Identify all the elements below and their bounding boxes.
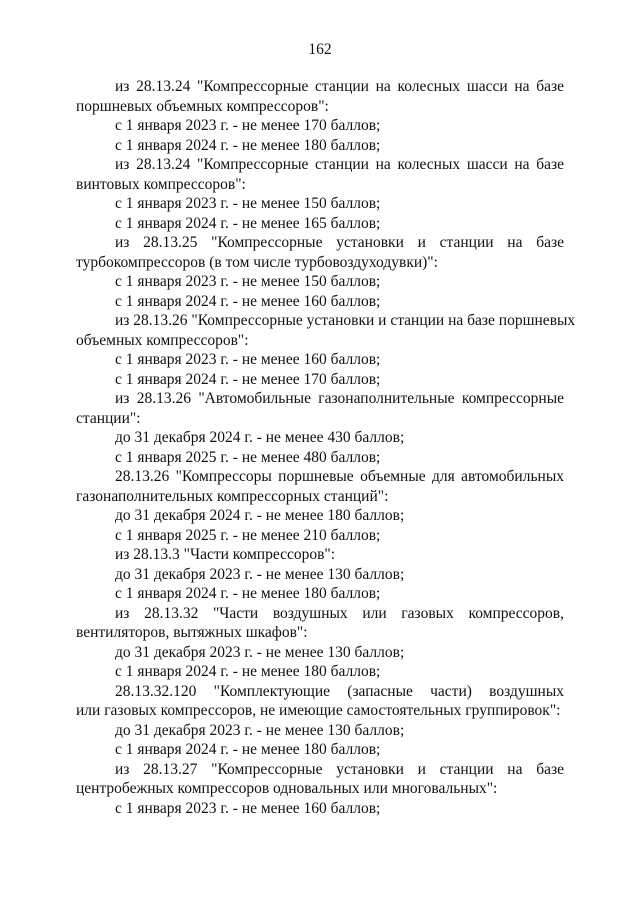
text-line: с 1 января 2024 г. - не менее 180 баллов; xyxy=(115,136,381,154)
text-line: с 1 января 2025 г. - не менее 210 баллов; xyxy=(115,526,381,544)
text-line: с 1 января 2024 г. - не менее 180 баллов; xyxy=(115,663,381,680)
text-line: поршневых объемных компрессоров": xyxy=(76,97,329,115)
text-line: из 28.13.26 "Автомобильные газонаполнительные компрессорные xyxy=(115,390,564,407)
text-line: с 1 января 2024 г. - не менее 165 баллов; xyxy=(115,214,381,232)
text-line: турбокомпрессоров (в том числе турбовоздуходувки)": xyxy=(76,253,438,271)
text-line: с 1 января 2024 г. - не менее 170 баллов; xyxy=(115,370,381,388)
text-line: 28.13.26 "Компрессоры поршневые объемные для автомобильных xyxy=(115,468,564,485)
text-line: с 1 января 2023 г. - не менее 150 баллов; xyxy=(115,195,381,212)
text-line: центробежных компрессоров одновальных или многовальных": xyxy=(76,780,498,797)
text-line: с 1 января 2024 г. - не менее 180 баллов; xyxy=(115,585,381,602)
text-line: до 31 декабря 2024 г. - не менее 430 баллов; xyxy=(115,429,405,446)
text-line: с 1 января 2024 г. - не менее 160 баллов; xyxy=(115,292,381,310)
text-line: с 1 января 2023 г. - не менее 160 баллов; xyxy=(115,799,381,817)
text-line: до 31 декабря 2023 г. - не менее 130 баллов; xyxy=(115,721,405,739)
text-line: из 28.13.24 "Компрессорные станции на колесных шасси на базе xyxy=(115,156,564,173)
text-line: газонаполнительных компрессорных станций": xyxy=(76,487,389,505)
text-line: из 28.13.26 "Компрессорные установки и станции на базе поршневых xyxy=(115,312,576,329)
page-number: 162 xyxy=(308,41,332,58)
text-line: с 1 января 2023 г. - не менее 150 баллов; xyxy=(115,273,381,290)
text-line: объемных компрессоров": xyxy=(76,331,249,349)
text-line: с 1 января 2024 г. - не менее 180 баллов; xyxy=(115,741,381,758)
text-line: из 28.13.3 "Части компрессоров": xyxy=(115,546,336,563)
text-line: из 28.13.27 "Компрессорные установки и станции на базе xyxy=(115,760,564,778)
text-line: станции": xyxy=(76,409,141,427)
text-line: с 1 января 2023 г. - не менее 160 баллов; xyxy=(115,351,381,368)
text-line: с 1 января 2023 г. - не менее 170 баллов; xyxy=(115,117,381,134)
text-line: из 28.13.24 "Компрессорные станции на колесных шасси на базе xyxy=(115,78,564,95)
text-line: до 31 декабря 2024 г. - не менее 180 баллов; xyxy=(115,507,405,524)
text-line: до 31 декабря 2023 г. - не менее 130 баллов; xyxy=(115,565,405,583)
text-line: из 28.13.25 "Компрессорные установки и станции на базе xyxy=(115,234,564,251)
text-line: вентиляторов, вытяжных шкафов": xyxy=(76,624,308,641)
text-line: винтовых компрессоров": xyxy=(76,175,246,193)
text-line: до 31 декабря 2023 г. - не менее 130 баллов; xyxy=(115,643,405,661)
text-line: из 28.13.32 "Части воздушных или газовых компрессоров, xyxy=(115,604,564,622)
text-line: с 1 января 2025 г. - не менее 480 баллов; xyxy=(115,448,381,466)
text-line: или газовых компрессоров, не имеющие самостоятельных группировок": xyxy=(76,702,561,719)
text-line: 28.13.32.120 "Комплектующие (запасные части) воздушных xyxy=(115,682,564,700)
document-body xyxy=(76,77,576,818)
